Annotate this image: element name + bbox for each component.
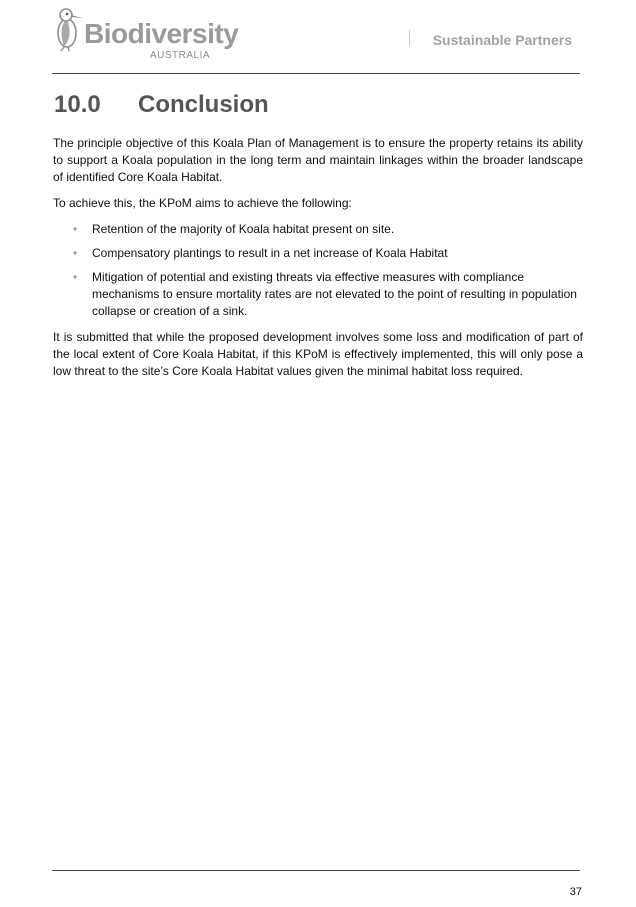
page-number: 37 (569, 886, 582, 898)
logo-subtitle: AUSTRALIA (150, 50, 211, 61)
logo-name: Biodiversity (84, 18, 239, 49)
header-rule (52, 73, 580, 74)
list-item-text: Retention of the majority of Koala habitat present on site. (92, 222, 395, 236)
section-title: Conclusion (138, 91, 269, 118)
body-content (53, 135, 583, 389)
aims-list (53, 221, 583, 320)
bullet-icon: • (73, 222, 78, 236)
bullet-icon: • (73, 246, 78, 260)
header-tagline: Sustainable Partners (432, 32, 572, 48)
list-item-text: Compensatory plantings to result in a net increase of Koala Habitat (92, 246, 448, 260)
list-item (53, 245, 583, 262)
footer-rule (52, 870, 580, 871)
bullet-icon: • (73, 270, 78, 284)
paragraph-submission: It is submitted that while the proposed development involves some loss and modification of part of the local extent of Core Koala Habitat, if this KPoM is effectively implemented, this will only pose a low threat to the site’s Core Koala Habitat values given the minimal habitat loss required. (53, 330, 583, 378)
list-item (53, 269, 583, 320)
header-divider (409, 30, 410, 46)
bird-logo-icon (52, 6, 86, 52)
list-item (53, 221, 583, 238)
section-number: 10.0 (54, 91, 101, 118)
section-heading (54, 91, 269, 119)
paragraph-aims-intro: To achieve this, the KPoM aims to achieve the following: (53, 196, 352, 210)
paragraph-objective: The principle objective of this Koala Plan of Management is to ensure the property retains its ability to support a Koala population in the long term and maintain linkages within the broader landscape of identified Core Koala Habitat. (53, 136, 583, 184)
list-item-text: Mitigation of potential and existing threats via effective measures with compliance mechanisms to ensure mortality rates are not elevated to the point of resulting in population collapse or creation of a sink. (92, 270, 577, 318)
